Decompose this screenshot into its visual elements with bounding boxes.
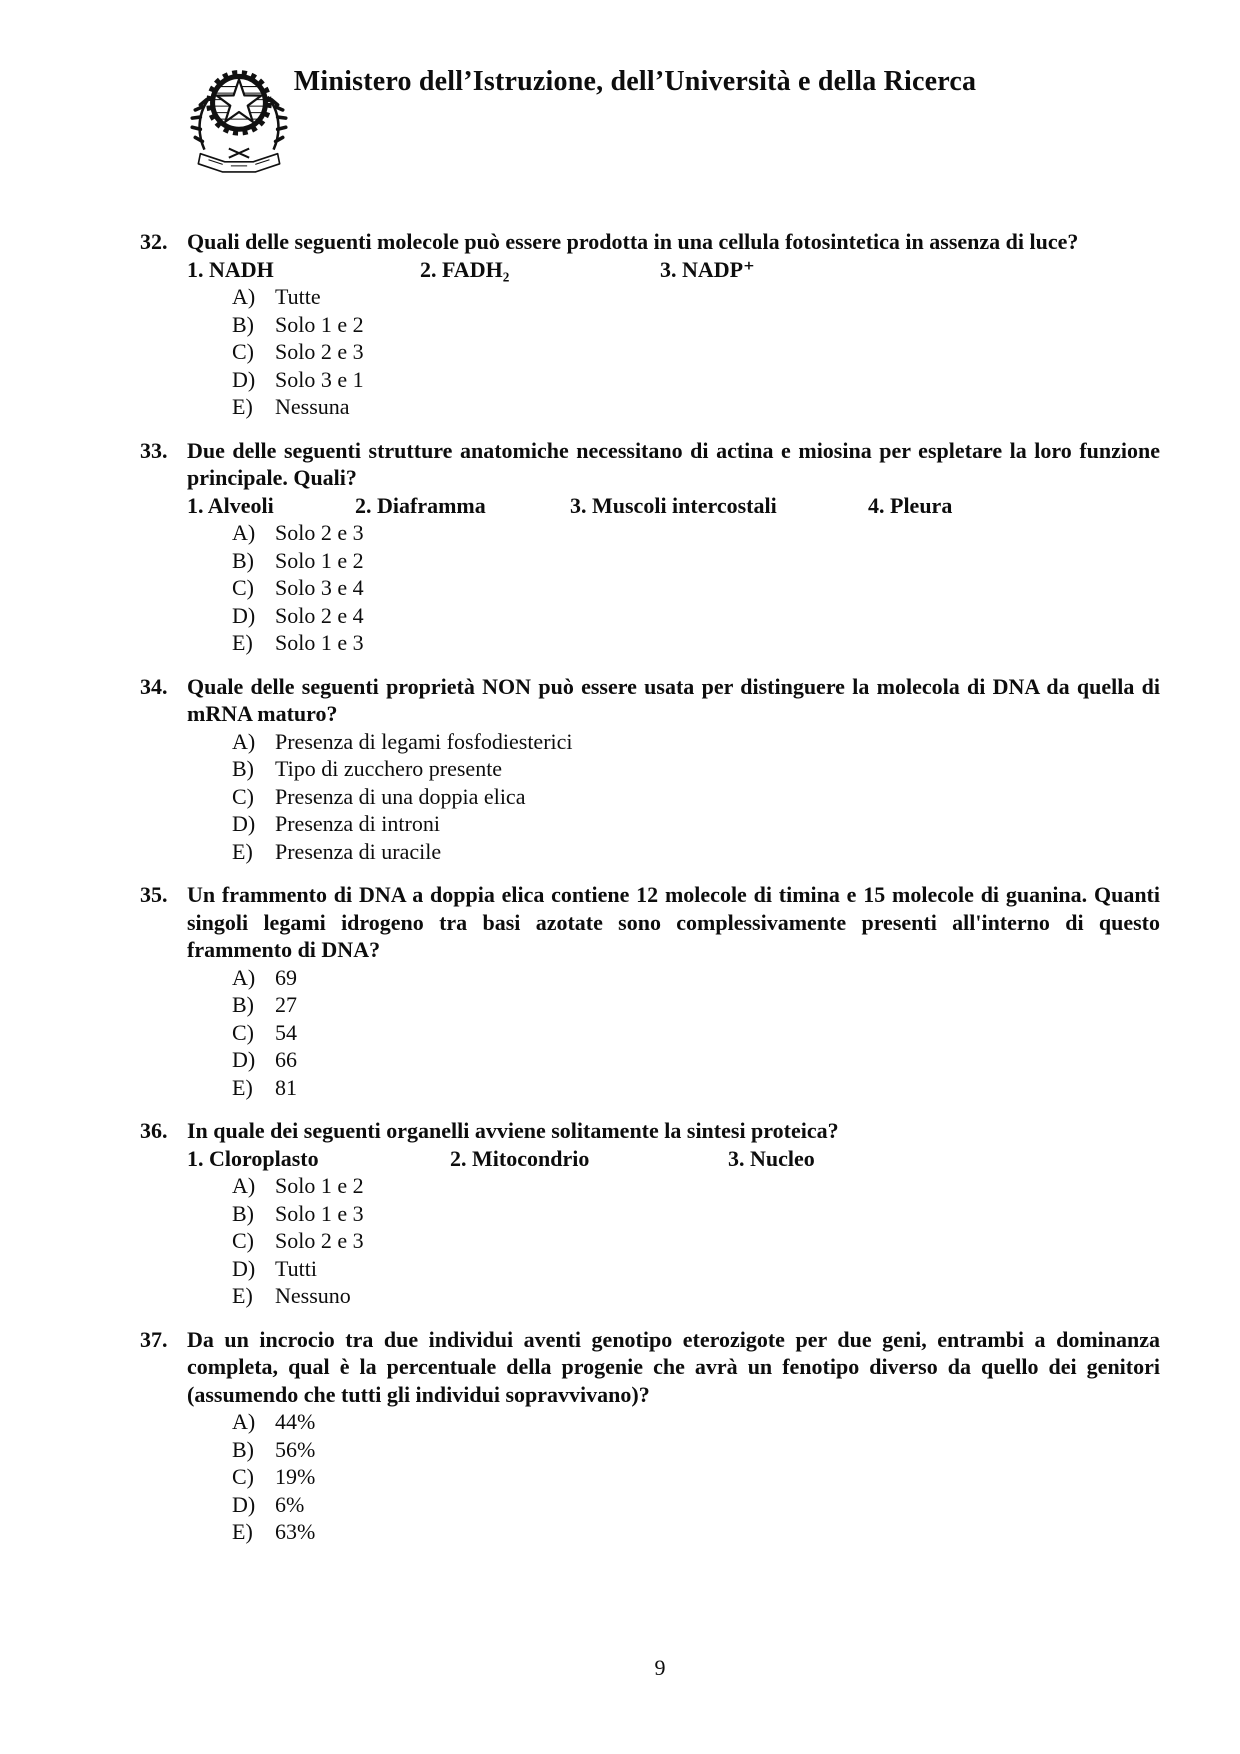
option-row (187, 1074, 1160, 1102)
option-row (187, 629, 1160, 657)
question-37 (140, 1326, 1160, 1546)
option-letter: A) (232, 1409, 256, 1434)
questions-list (140, 228, 1160, 1562)
question-32 (140, 228, 1160, 421)
option-row (187, 810, 1160, 838)
option-letter: B) (232, 756, 254, 781)
option-row (187, 1408, 1160, 1436)
option-row (187, 1282, 1160, 1310)
option-row (187, 338, 1160, 366)
sub-item: 2. FADH₂ (420, 256, 510, 282)
option-row (187, 964, 1160, 992)
option-text: Solo 3 e 4 (275, 575, 364, 600)
question-stem: Quali delle seguenti molecole può essere prodotta in una cellula fotosintetica in assenza di luce? (187, 229, 1079, 254)
option-letter: D) (232, 1491, 256, 1517)
option-row (187, 283, 1160, 311)
option-row (187, 1436, 1160, 1464)
option-text: 44% (275, 1409, 316, 1434)
option-letter: D) (232, 366, 256, 392)
option-text: Nessuno (275, 1283, 351, 1308)
option-row (187, 1227, 1160, 1255)
option-text: Solo 1 e 2 (275, 1173, 364, 1198)
option-letter: E) (232, 1519, 253, 1544)
option-row (187, 519, 1160, 547)
option-letter: B) (232, 311, 254, 337)
question-number: 32. (140, 229, 168, 254)
sub-item: 1. NADH (187, 256, 274, 282)
option-text: 6% (275, 1491, 305, 1517)
sub-items-row (187, 256, 1160, 284)
question-33 (140, 437, 1160, 657)
option-text: Solo 2 e 3 (275, 1228, 364, 1253)
sub-item: 4. Pleura (868, 492, 953, 518)
option-row (187, 366, 1160, 394)
option-row (187, 1491, 1160, 1519)
sub-item: 3. NADP⁺ (660, 256, 755, 282)
question-stem: Da un incrocio tra due individui aventi genotipo eterozigote per due geni, entrambi a dominanza completa, qual è la percentuale della progenie che avrà un fenotipo diverso da quello dei genitori (assumendo che tutti gli individui sopravvivano)? (187, 1326, 1160, 1407)
option-letter: B) (232, 1436, 254, 1462)
option-letter: C) (232, 783, 254, 809)
option-row (187, 838, 1160, 866)
option-text: Solo 1 e 2 (275, 311, 364, 337)
option-letter: A) (232, 964, 256, 990)
option-text: Nessuna (275, 394, 350, 419)
question-number: 37. (140, 1326, 168, 1352)
option-letter: E) (232, 1074, 253, 1100)
option-text: Presenza di legami fosfodiesterici (275, 728, 573, 754)
option-text: Solo 2 e 4 (275, 602, 364, 628)
option-letter: D) (232, 1255, 256, 1281)
option-text: Solo 1 e 3 (275, 630, 364, 655)
option-letter: E) (232, 1283, 253, 1308)
question-number: 34. (140, 673, 168, 699)
sub-item: 3. Muscoli intercostali (570, 492, 777, 518)
option-text: 27 (275, 992, 297, 1017)
sub-item: 1. Cloroplasto (187, 1145, 319, 1171)
option-row (187, 1255, 1160, 1283)
option-row (187, 574, 1160, 602)
option-text: 54 (275, 1019, 297, 1045)
option-text: Presenza di introni (275, 811, 440, 836)
option-row (187, 311, 1160, 339)
option-letter: D) (232, 811, 256, 836)
sub-items-row (187, 492, 1160, 520)
option-letter: C) (232, 1464, 254, 1489)
option-text: Solo 1 e 3 (275, 1200, 364, 1226)
sub-items-row (187, 1145, 1160, 1173)
question-35 (140, 881, 1160, 1101)
question-number: 33. (140, 437, 168, 463)
option-letter: D) (232, 1047, 256, 1072)
option-letter: C) (232, 575, 254, 600)
option-row (187, 393, 1160, 421)
option-letter: E) (232, 630, 253, 655)
option-letter: B) (232, 1200, 254, 1226)
option-text: Solo 3 e 1 (275, 366, 364, 392)
option-text: 56% (275, 1436, 316, 1462)
option-text: Solo 2 e 3 (275, 520, 364, 545)
sub-item: 3. Nucleo (728, 1145, 815, 1171)
option-row (187, 602, 1160, 630)
option-text: 69 (275, 964, 297, 990)
option-row (187, 1019, 1160, 1047)
sub-item: 2. Diaframma (355, 492, 486, 518)
option-letter: B) (232, 547, 254, 573)
sub-item: 1. Alveoli (187, 492, 274, 518)
option-letter: B) (232, 992, 254, 1017)
question-stem: Quale delle seguenti proprietà NON può essere usata per distinguere la molecola di DNA da quella di mRNA maturo? (187, 673, 1160, 726)
page-number: 9 (654, 1655, 666, 1680)
option-text: Solo 2 e 3 (275, 339, 364, 364)
option-letter: C) (232, 1019, 254, 1045)
option-letter: A) (232, 284, 256, 309)
option-text: Presenza di una doppia elica (275, 783, 526, 809)
page-title: Ministero dell’Istruzione, dell’Università e della Ricerca (293, 66, 977, 97)
option-text: Tipo di zucchero presente (275, 756, 503, 781)
option-text: Tutte (275, 284, 321, 309)
option-text: Solo 1 e 2 (275, 547, 364, 573)
option-letter: A) (232, 1173, 256, 1198)
question-34 (140, 673, 1160, 866)
question-number: 36. (140, 1118, 168, 1143)
question-stem: In quale dei seguenti organelli avviene solitamente la sintesi proteica? (187, 1118, 839, 1143)
option-row (187, 755, 1160, 783)
option-text: Presenza di uracile (275, 838, 442, 864)
option-row (187, 783, 1160, 811)
option-row (187, 1200, 1160, 1228)
question-stem: Un frammento di DNA a doppia elica contiene 12 molecole di timina e 15 molecole di guanina. Quanti singoli legami idrogeno tra basi azotate sono complessivamente presenti all'interno di questo frammento di DNA? (187, 882, 1160, 962)
option-letter: C) (232, 339, 254, 364)
option-letter: A) (232, 728, 256, 754)
option-row (187, 1046, 1160, 1074)
option-letter: E) (232, 394, 253, 419)
question-stem: Due delle seguenti strutture anatomiche necessitano di actina e miosina per espletare la loro funzione principale. Quali? (187, 437, 1160, 490)
question-number: 35. (140, 882, 168, 907)
option-text: 19% (275, 1464, 316, 1489)
option-letter: D) (232, 602, 256, 628)
option-text: 63% (275, 1519, 316, 1544)
option-row (187, 991, 1160, 1019)
question-36 (140, 1117, 1160, 1310)
option-text: 66 (275, 1047, 297, 1072)
option-letter: A) (232, 520, 256, 545)
option-text: Tutti (275, 1255, 318, 1281)
option-letter: E) (232, 838, 253, 864)
option-row (187, 1463, 1160, 1491)
option-row (187, 1518, 1160, 1546)
option-row (187, 728, 1160, 756)
option-text: 81 (275, 1074, 297, 1100)
option-row (187, 547, 1160, 575)
option-letter: C) (232, 1228, 254, 1253)
sub-item: 2. Mitocondrio (450, 1145, 590, 1171)
option-row (187, 1172, 1160, 1200)
